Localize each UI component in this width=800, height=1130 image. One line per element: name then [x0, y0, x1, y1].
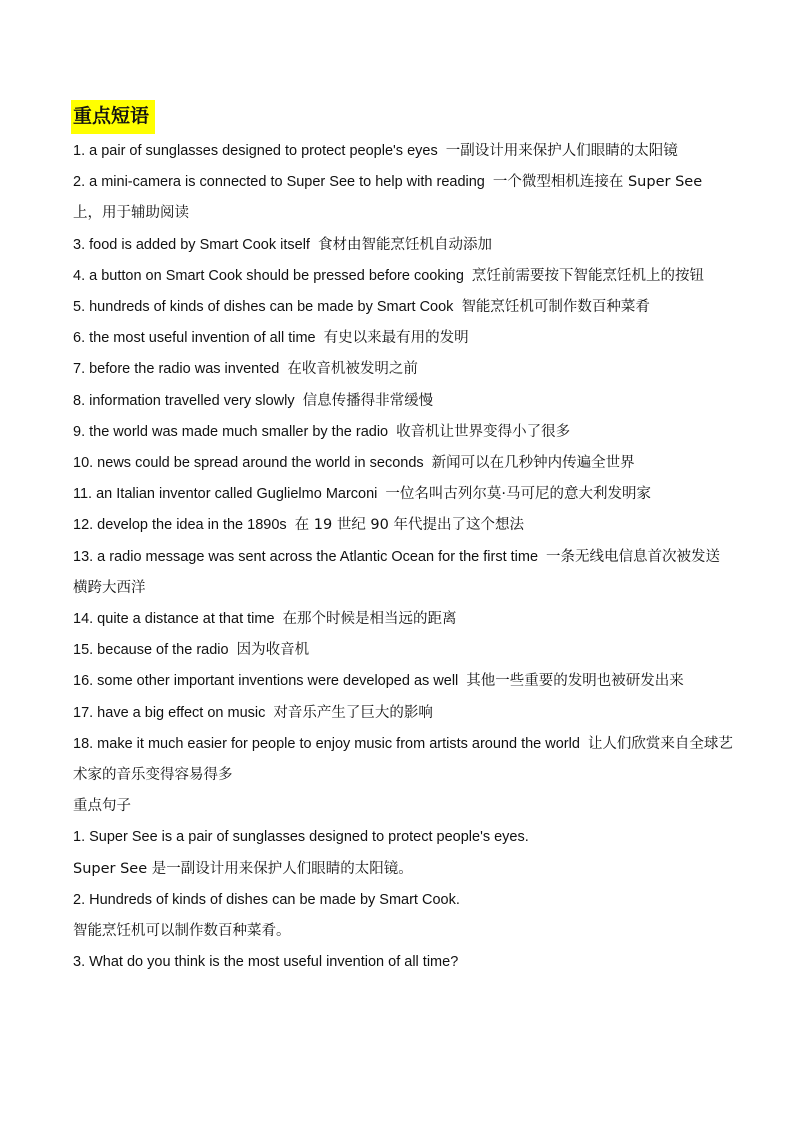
- phrase-item: [73, 386, 733, 417]
- phrase-item: [73, 635, 733, 666]
- phrase-item: [73, 261, 733, 292]
- phrase-english: 15. because of the radio: [73, 642, 229, 659]
- phrase-chinese: 让人们欣赏来自全球艺术家的音乐变得容易得多: [73, 735, 733, 784]
- sentences-heading: 重点句子: [73, 798, 131, 815]
- phrase-chinese: 对音乐产生了巨大的影响: [273, 704, 433, 721]
- document-page: [73, 100, 733, 978]
- phrase-item: [73, 230, 733, 261]
- phrase-english: 3. food is added by Smart Cook itself: [73, 236, 310, 253]
- phrase-chinese: 烹饪前需要按下智能烹饪机上的按钮: [471, 267, 704, 284]
- phrase-english: 16. some other important inventions were developed as well: [73, 673, 459, 690]
- sentence-english: 2. Hundreds of kinds of dishes can be made by Smart Cook.: [73, 891, 460, 908]
- phrase-chinese: 因为收音机: [236, 642, 310, 659]
- phrase-item: [73, 417, 733, 448]
- phrase-list: [73, 136, 733, 791]
- phrase-item: [73, 666, 733, 697]
- phrase-item: [73, 136, 733, 167]
- phrase-item: [73, 323, 733, 354]
- phrase-chinese: 一位名叫古列尔莫·马可尼的意大利发明家: [385, 486, 652, 503]
- phrase-chinese: 有史以来最有用的发明: [323, 330, 469, 347]
- phrase-chinese: 一副设计用来保护人们眼睛的太阳镜: [445, 143, 678, 159]
- phrase-chinese: 一个微型相机连接在 Super See 上，用于辅助阅读: [73, 174, 703, 222]
- phrase-item: [73, 542, 733, 604]
- phrase-chinese: 收音机让世界变得小了很多: [396, 423, 571, 440]
- phrase-item: [73, 698, 733, 729]
- phrase-item: [73, 354, 733, 385]
- phrase-english: 6. the most useful invention of all time: [73, 330, 316, 347]
- sentence-english: 1. Super See is a pair of sunglasses designed to protect people's eyes.: [73, 829, 529, 846]
- sentence-chinese: 智能烹饪机可以制作数百种菜肴。: [73, 923, 291, 940]
- phrase-chinese: 智能烹饪机可制作数百种菜肴: [461, 299, 650, 316]
- phrase-chinese: 新闻可以在几秒钟内传遍全世界: [431, 455, 635, 472]
- phrase-item: [73, 604, 733, 635]
- phrase-english: 7. before the radio was invented: [73, 361, 280, 378]
- phrase-english: 14. quite a distance at that time: [73, 611, 275, 628]
- phrase-item: [73, 167, 733, 229]
- phrase-item: [73, 292, 733, 323]
- phrase-english: 5. hundreds of kinds of dishes can be made by Smart Cook: [73, 299, 454, 316]
- phrase-item: [73, 448, 733, 479]
- phrase-english: 4. a button on Smart Cook should be pressed before cooking: [73, 267, 464, 284]
- phrase-english: 17. have a big effect on music: [73, 704, 266, 721]
- phrase-item: [73, 510, 733, 541]
- phrase-chinese: 信息传播得非常缓慢: [302, 392, 434, 409]
- phrase-english: 18. make it much easier for people to enjoy music from artists around the world: [73, 735, 580, 752]
- phrase-item: [73, 729, 733, 791]
- sentence-english: 3. What do you think is the most useful invention of all time?: [73, 954, 459, 971]
- phrase-item: [73, 479, 733, 510]
- phrase-chinese: 其他一些重要的发明也被研发出来: [466, 673, 684, 690]
- phrases-heading: 重点短语: [71, 100, 155, 134]
- phrase-chinese: 一条无线电信息首次被发送横跨大西洋: [73, 548, 721, 596]
- sentence-list: [73, 822, 733, 978]
- phrase-english: 8. information travelled very slowly: [73, 392, 295, 409]
- phrase-english: 2. a mini-camera is connected to Super See to help with reading: [73, 174, 485, 191]
- phrase-english: 11. an Italian inventor called Guglielmo Marconi: [73, 486, 378, 503]
- phrase-chinese: 在收音机被发明之前: [287, 361, 418, 378]
- phrase-english: 12. develop the idea in the 1890s: [73, 517, 287, 534]
- phrase-english: 1. a pair of sunglasses designed to protect people's eyes: [73, 143, 438, 159]
- phrase-english: 9. the world was made much smaller by the radio: [73, 423, 389, 440]
- phrase-english: 13. a radio message was sent across the Atlantic Ocean for the first time: [73, 548, 539, 565]
- phrase-chinese: 在那个时候是相当远的距离: [282, 611, 457, 628]
- sentence-chinese: Super See 是一副设计用来保护人们眼睛的太阳镜。: [73, 860, 413, 877]
- phrase-chinese: 在 19 世纪 90 年代提出了这个想法: [294, 517, 524, 534]
- phrase-english: 10. news could be spread around the world in seconds: [73, 455, 424, 472]
- phrase-chinese: 食材由智能烹饪机自动添加: [317, 236, 492, 253]
